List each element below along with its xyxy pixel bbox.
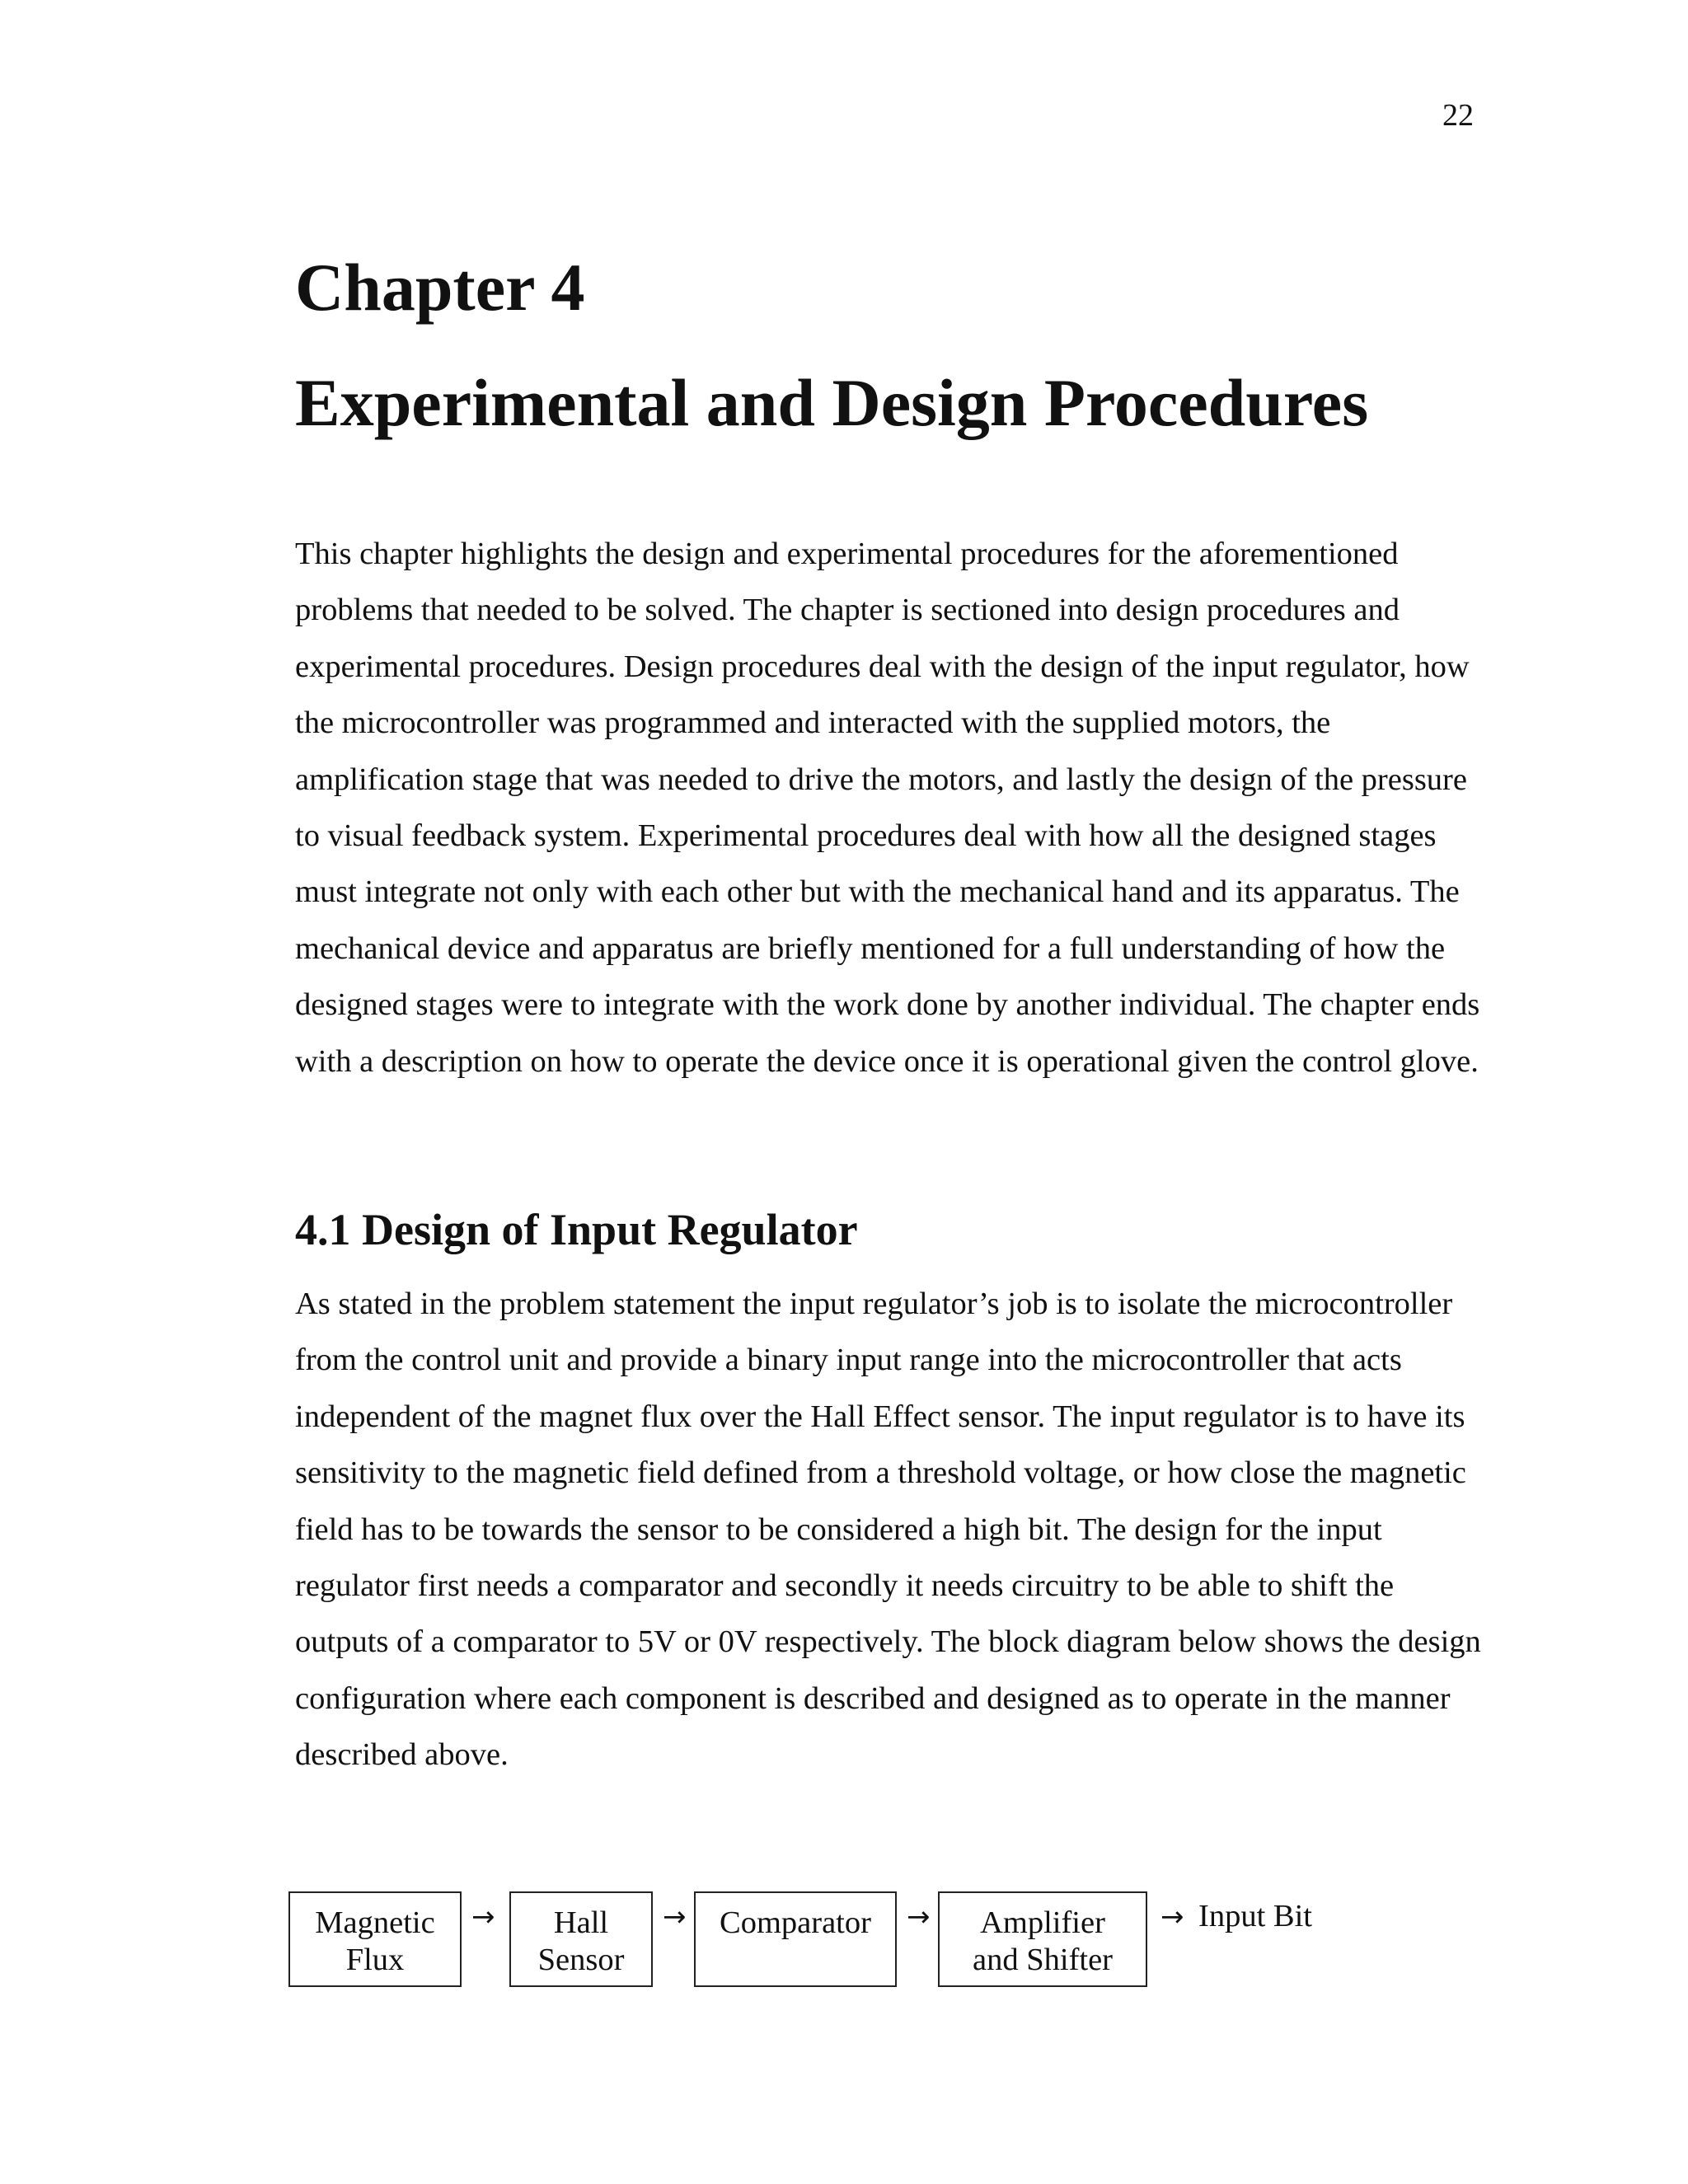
- arrow-icon: →: [663, 1900, 687, 1933]
- section-paragraph: As stated in the problem statement the input regulator’s job is to isolate the microcontroller from the control unit and provide a binary input range into the microcontroller that acts independent of the magnet flux over the Hall Effect sensor. The input regulator is to have its sensitivity to the magnetic field defined from a threshold voltage, or how close the magnetic field has to be towards the sensor to be considered a high bit. The design for the input regulator first needs a comparator and secondly it needs circuitry to be able to shift the outputs of a comparator to 5V or 0V respectively. The block diagram below shows the design configuration where each component is described and designed as to operate in the manner described above.: [295, 1286, 1481, 1773]
- block-label-line2: Sensor: [537, 1943, 625, 1977]
- arrow-icon: →: [907, 1900, 931, 1933]
- block-label-line2: Flux: [345, 1943, 405, 1977]
- input-bit-label: Input Bit: [1198, 1899, 1312, 1933]
- chapter-title: Experimental and Design Procedures: [295, 365, 1369, 440]
- section-heading: 4.1 Design of Input Regulator: [295, 1205, 858, 1254]
- block-label-line1: Magnetic: [315, 1905, 435, 1940]
- chapter-label: Chapter 4: [295, 250, 585, 325]
- arrow-icon: →: [1160, 1900, 1184, 1933]
- diagram-block-comparator: [694, 1891, 897, 1987]
- block-label-line2: and Shifter: [973, 1943, 1113, 1977]
- diagram-block-magnetic-flux: [288, 1891, 462, 1987]
- block-label-line1: Hall: [553, 1905, 609, 1940]
- page-number: 22: [1442, 98, 1474, 133]
- diagram-block-amplifier-shifter: [938, 1891, 1147, 1987]
- block-label-line1: Amplifier: [980, 1905, 1105, 1940]
- intro-paragraph: This chapter highlights the design and experimental procedures for the aforementioned problems that needed to be solved. The chapter is sectioned into design procedures and experimental procedures. Design procedures deal with the design of the input regulator, how the microcontroller was programmed and interacted with the supplied motors, the amplification stage that was needed to drive the motors, and lastly the design of the pressure to visual feedback system. Experimental procedures deal with how all the designed stages must integrate not only with each other but with the mechanical hand and its apparatus. The mechanical device and apparatus are briefly mentioned for a full understanding of how the designed stages were to integrate with the work done by another individual. The chapter ends with a description on how to operate the device once it is operational given the control glove.: [295, 537, 1480, 1079]
- arrow-icon: →: [471, 1900, 495, 1933]
- block-label-line1: Comparator: [720, 1905, 871, 1940]
- diagram-block-hall-sensor: [509, 1891, 653, 1987]
